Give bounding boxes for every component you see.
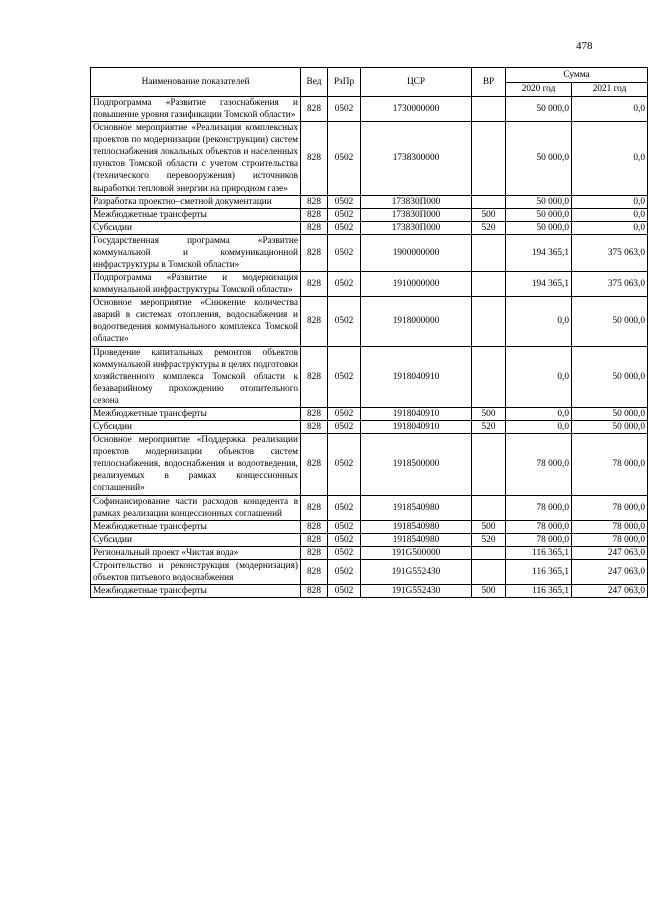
table-row <box>91 533 648 546</box>
row-amount-2021: 50 000,0 <box>572 346 648 407</box>
table-row <box>91 520 648 533</box>
row-name: Межбюджетные трансферты <box>91 407 301 420</box>
row-vr: 520 <box>472 533 506 546</box>
row-csr: 1918040910 <box>361 421 472 434</box>
table-row <box>91 272 648 297</box>
row-rzpr: 0502 <box>328 421 361 434</box>
row-ved: 828 <box>301 346 328 407</box>
row-vr <box>472 122 506 195</box>
row-vr: 500 <box>472 585 506 598</box>
table-row <box>91 195 648 208</box>
table-row <box>91 407 648 420</box>
row-name: Софинансирование части расходов концедента в рамках реализации концессионных соглашений <box>91 495 301 520</box>
row-amount-2020: 78 000,0 <box>506 533 572 546</box>
row-vr <box>472 234 506 271</box>
row-name: Государственная программа «Развитие коммунальной и коммуникационной инфраструктуры в Томской области» <box>91 234 301 271</box>
row-rzpr: 0502 <box>328 234 361 271</box>
row-csr: 1918000000 <box>361 297 472 346</box>
row-ved: 828 <box>301 546 328 559</box>
row-amount-2021: 78 000,0 <box>572 520 648 533</box>
row-name: Основное мероприятие «Поддержка реализации проектов модернизации объектов систем теплоснабжения, водоснабжения и водоотведения, реализуемых в рамках концессионных соглашений» <box>91 434 301 495</box>
row-amount-2020: 50 000,0 <box>506 221 572 234</box>
table-row <box>91 297 648 346</box>
row-ved: 828 <box>301 520 328 533</box>
table-row <box>91 208 648 221</box>
row-amount-2020: 50 000,0 <box>506 122 572 195</box>
row-ved: 828 <box>301 421 328 434</box>
row-ved: 828 <box>301 407 328 420</box>
row-rzpr: 0502 <box>328 195 361 208</box>
row-csr: 173830П000 <box>361 221 472 234</box>
table-row <box>91 97 648 122</box>
row-rzpr: 0502 <box>328 272 361 297</box>
row-ved: 828 <box>301 272 328 297</box>
row-amount-2020: 194 365,1 <box>506 272 572 297</box>
row-csr: 1730000000 <box>361 97 472 122</box>
row-vr <box>472 546 506 559</box>
row-amount-2021: 0,0 <box>572 122 648 195</box>
row-name: Межбюджетные трансферты <box>91 208 301 221</box>
row-csr: 173830П000 <box>361 208 472 221</box>
table-row <box>91 546 648 559</box>
row-amount-2020: 78 000,0 <box>506 495 572 520</box>
row-amount-2020: 50 000,0 <box>506 97 572 122</box>
row-vr <box>472 346 506 407</box>
row-vr <box>472 272 506 297</box>
header-vr: ВР <box>472 68 506 97</box>
row-rzpr: 0502 <box>328 297 361 346</box>
row-csr: 1918540980 <box>361 520 472 533</box>
row-vr: 520 <box>472 421 506 434</box>
row-rzpr: 0502 <box>328 346 361 407</box>
row-amount-2020: 78 000,0 <box>506 520 572 533</box>
row-csr: 173830П000 <box>361 195 472 208</box>
row-amount-2020: 0,0 <box>506 407 572 420</box>
row-ved: 828 <box>301 434 328 495</box>
row-amount-2021: 50 000,0 <box>572 297 648 346</box>
table-row <box>91 559 648 584</box>
row-rzpr: 0502 <box>328 585 361 598</box>
row-csr: 1918540980 <box>361 495 472 520</box>
row-amount-2021: 50 000,0 <box>572 421 648 434</box>
row-vr <box>472 559 506 584</box>
row-rzpr: 0502 <box>328 407 361 420</box>
row-rzpr: 0502 <box>328 208 361 221</box>
row-amount-2021: 375 063,0 <box>572 234 648 271</box>
row-name: Строительство и реконструкция (модернизация) объектов питьевого водоснабжения <box>91 559 301 584</box>
header-rzpr: РзПр <box>328 68 361 97</box>
row-csr: 1918500000 <box>361 434 472 495</box>
row-name: Межбюджетные трансферты <box>91 585 301 598</box>
page-number: 478 <box>576 40 593 52</box>
row-name: Основное мероприятие «Реализация комплексных проектов по модернизации (реконструкции) систем теплоснабжения локальных объектов и населенных пунктов Томской области с учетом строительства (технического перевооружения) источников выработки тепловой энергии на природном газе» <box>91 122 301 195</box>
row-rzpr: 0502 <box>328 97 361 122</box>
row-name: Проведение капитальных ремонтов объектов коммунальной инфраструктуры в целях подготовки хозяйственного комплекса Томской области к безаварийному прохождению отопительного сезона <box>91 346 301 407</box>
row-amount-2021: 0,0 <box>572 97 648 122</box>
row-rzpr: 0502 <box>328 533 361 546</box>
row-amount-2020: 0,0 <box>506 346 572 407</box>
row-name: Основное мероприятие «Снижение количества аварий в системах отопления, водоснабжения и водоотведения коммунального комплекса Томской области» <box>91 297 301 346</box>
row-rzpr: 0502 <box>328 122 361 195</box>
row-ved: 828 <box>301 234 328 271</box>
row-ved: 828 <box>301 221 328 234</box>
table-row <box>91 122 648 195</box>
row-amount-2020: 116 365,1 <box>506 559 572 584</box>
row-ved: 828 <box>301 195 328 208</box>
row-amount-2021: 247 063,0 <box>572 546 648 559</box>
row-ved: 828 <box>301 208 328 221</box>
row-ved: 828 <box>301 559 328 584</box>
row-csr: 191G500000 <box>361 546 472 559</box>
row-vr: 500 <box>472 208 506 221</box>
row-csr: 191G552430 <box>361 585 472 598</box>
row-name: Разработка проектно–сметной документации <box>91 195 301 208</box>
row-amount-2021: 0,0 <box>572 195 648 208</box>
row-amount-2021: 247 063,0 <box>572 585 648 598</box>
row-csr: 1900000000 <box>361 234 472 271</box>
row-amount-2021: 375 063,0 <box>572 272 648 297</box>
row-amount-2021: 50 000,0 <box>572 407 648 420</box>
row-amount-2020: 194 365,1 <box>506 234 572 271</box>
table-row <box>91 421 648 434</box>
row-amount-2021: 0,0 <box>572 208 648 221</box>
row-ved: 828 <box>301 297 328 346</box>
row-name: Межбюджетные трансферты <box>91 520 301 533</box>
row-csr: 191G552430 <box>361 559 472 584</box>
header-2021: 2021 год <box>572 82 648 97</box>
row-csr: 1918540980 <box>361 533 472 546</box>
row-amount-2020: 0,0 <box>506 421 572 434</box>
row-name: Субсидии <box>91 221 301 234</box>
row-csr: 1918040910 <box>361 346 472 407</box>
row-amount-2020: 116 365,1 <box>506 585 572 598</box>
row-rzpr: 0502 <box>328 434 361 495</box>
row-ved: 828 <box>301 97 328 122</box>
row-ved: 828 <box>301 495 328 520</box>
row-amount-2021: 0,0 <box>572 221 648 234</box>
table-row <box>91 434 648 495</box>
table-row <box>91 585 648 598</box>
table-row <box>91 234 648 271</box>
row-amount-2020: 50 000,0 <box>506 208 572 221</box>
row-ved: 828 <box>301 585 328 598</box>
header-csr: ЦСР <box>361 68 472 97</box>
row-name: Подпрограмма «Развитие газоснабжения и повышение уровня газификации Томской области» <box>91 97 301 122</box>
header-sum: Сумма <box>506 68 648 83</box>
row-amount-2020: 78 000,0 <box>506 434 572 495</box>
row-name: Подпрограмма «Развитие и модернизация коммунальной инфраструктуры Томской области» <box>91 272 301 297</box>
row-vr: 500 <box>472 520 506 533</box>
row-amount-2021: 247 063,0 <box>572 559 648 584</box>
row-rzpr: 0502 <box>328 221 361 234</box>
row-vr <box>472 195 506 208</box>
row-vr <box>472 297 506 346</box>
row-name: Субсидии <box>91 533 301 546</box>
table-row <box>91 221 648 234</box>
header-ved: Вед <box>301 68 328 97</box>
row-csr: 1918040910 <box>361 407 472 420</box>
row-amount-2020: 0,0 <box>506 297 572 346</box>
row-name: Субсидии <box>91 421 301 434</box>
row-rzpr: 0502 <box>328 495 361 520</box>
row-amount-2021: 78 000,0 <box>572 495 648 520</box>
table-row <box>91 346 648 407</box>
row-ved: 828 <box>301 533 328 546</box>
row-name: Региональный проект «Чистая вода» <box>91 546 301 559</box>
row-amount-2021: 78 000,0 <box>572 434 648 495</box>
budget-table <box>90 67 648 598</box>
table-row <box>91 495 648 520</box>
row-vr: 500 <box>472 407 506 420</box>
row-vr: 520 <box>472 221 506 234</box>
row-csr: 1738300000 <box>361 122 472 195</box>
row-amount-2020: 116 365,1 <box>506 546 572 559</box>
row-amount-2020: 50 000,0 <box>506 195 572 208</box>
header-name: Наименование показателей <box>91 68 301 97</box>
row-ved: 828 <box>301 122 328 195</box>
row-rzpr: 0502 <box>328 546 361 559</box>
row-vr <box>472 495 506 520</box>
header-2020: 2020 год <box>506 82 572 97</box>
row-vr <box>472 97 506 122</box>
row-rzpr: 0502 <box>328 520 361 533</box>
row-csr: 1910000000 <box>361 272 472 297</box>
row-amount-2021: 78 000,0 <box>572 533 648 546</box>
row-rzpr: 0502 <box>328 559 361 584</box>
row-vr <box>472 434 506 495</box>
